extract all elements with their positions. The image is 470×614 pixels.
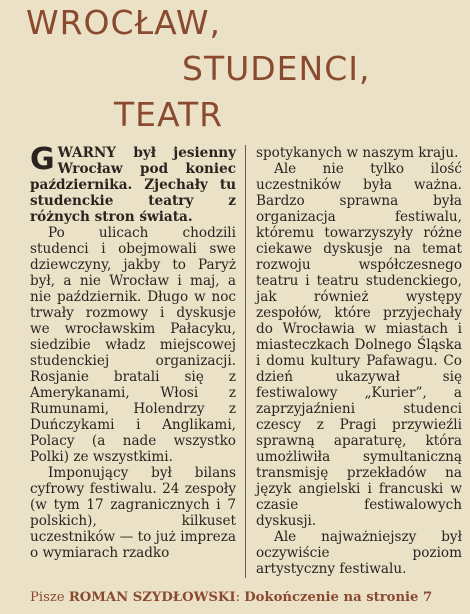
byline-prefix: Pisze: [30, 590, 65, 605]
byline-colon: :: [235, 590, 241, 605]
headline-line-2: STUDENCI,: [182, 49, 371, 88]
article-paragraph-3-continued: spotykanych w naszym kraju.: [256, 145, 459, 161]
byline: [30, 590, 462, 606]
article-paragraph-3: Imponujący był bilans cyfrowy festiwalu. 24 zespoły (w tym 17 zagranicznych i 7 polskich), kilkuset uczestników — to już impreza o wymiarach rzadko: [30, 465, 236, 561]
article-paragraph-2: Po ulicach chodzili studenci i obejmowali swe dziewczyny, jakby to Paryż był, a nie Wrocław i maj, a nie październik. Długo w noc trwały rozmowy i dyskusje we wrocławskim Pałacyku, siedzibie władz miejscowej studenckiej organizacji. Rosjanie bratali się z Amerykanami, Włosi z Rumunami, Holendrzy z Duńczykami i Anglikami, Polacy (a nade wszystko Polki) ze wszystkimi.: [30, 225, 236, 465]
headline-line-1: WROCŁAW,: [26, 3, 222, 42]
continuation-note: Dokończenie na stronie 7: [244, 590, 433, 605]
article-column-left: [30, 142, 236, 561]
drop-cap: G: [30, 142, 55, 177]
lead-text: WARNY był jesienny Wrocław pod koniec października. Zjechały tu studenckie teatry z różnych stron świata.: [30, 145, 236, 225]
article-column-right: [256, 145, 462, 577]
headline-line-3: TEATR: [114, 95, 224, 134]
lead-paragraph: [30, 142, 236, 225]
article-paragraph-4: Ale nie tylko ilość uczestników była ważna. Bardzo sprawna była organizacja festiwalu, któremu towarzyszyły różne ciekawe dyskusje na temat rozwoju współczesnego teatru i teatru studenckiego, jak również występy zespołów, które przyjechały do Wrocławia w miastach i miasteczkach Dolnego Śląska i domu kultury Pafawagu. Co dzień ukazywał się festiwalowy „Kurier”, a zaprzyjaźnieni studenci czescy z Pragi przywieźli sprawną aparaturę, która umożliwiła symultaniczną transmisję przekładów na język angielski i francuski w czasie festiwalowych dyskusji.: [256, 161, 462, 529]
column-divider: [245, 145, 246, 578]
byline-author: ROMAN SZYDŁOWSKI: [68, 590, 236, 605]
article-paragraph-5: Ale najważniejszy był oczywiście poziom artystyczny festiwalu.: [256, 529, 462, 577]
